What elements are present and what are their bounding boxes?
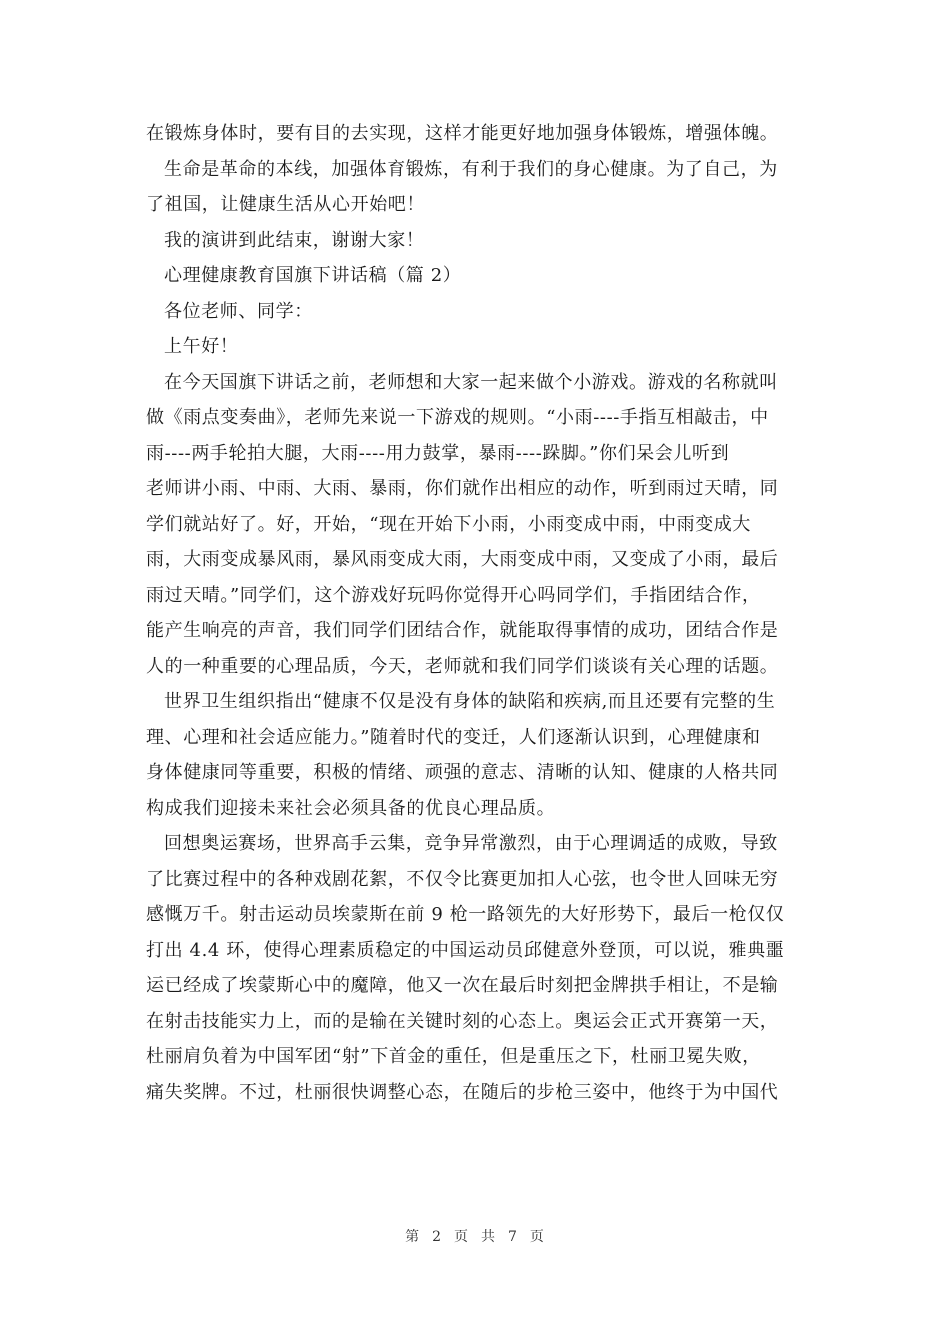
text-line: 雨，大雨变成暴风雨，暴风雨变成大雨，大雨变成中雨，又变成了小雨，最后: [146, 549, 779, 570]
text-line: 我的演讲到此结束，谢谢大家！: [164, 229, 425, 251]
text-line: 打出 4.4 环，使得心理素质稳定的中国运动员邱健意外登顶，可以说，雅典噩: [146, 939, 785, 961]
text-line: 构成我们迎接未来社会必须具备的优良心理品质。: [146, 797, 556, 819]
text-line: 各位老师、同学：: [164, 300, 313, 322]
text-line: 老师讲小雨、中雨、大雨、暴雨，你们就作出相应的动作，听到雨过天晴，同: [146, 478, 779, 499]
text-line: 在今天国旗下讲话之前，老师想和大家一起来做个小游戏。游戏的名称就叫: [164, 371, 778, 393]
footer-gong: 共: [481, 1229, 496, 1245]
text-line: 世界卫生组织指出“健康不仅是没有身体的缺陷和疾病,而且还要有完整的生: [164, 691, 776, 712]
text-line: 上午好！: [164, 336, 239, 357]
text-line: 了比赛过程中的各种戏剧花絮，不仅令比赛更加扣人心弦，也令世人回味无穷: [146, 868, 779, 890]
footer-ye: 页: [454, 1229, 469, 1245]
footer-total-pages: 7: [508, 1229, 518, 1245]
footer-page-number: 2: [432, 1229, 442, 1245]
text-line: 生命是革命的本线，加强体育锻炼，有利于我们的身心健康。为了自己，为: [164, 158, 778, 180]
text-line: 雨----两手轮拍大腿，大雨----用力鼓掌，暴雨----跺脚。”你们呆会儿听到: [146, 442, 730, 464]
text-line: 感慨万千。射击运动员埃蒙斯在前 9 枪一路领先的大好形势下，最后一枪仅仅: [146, 904, 785, 925]
text-line: 身体健康同等重要，积极的情绪、顽强的意志、清晰的认知、健康的人格共同: [146, 762, 779, 783]
text-line: 学们就站好了。好，开始，“现在开始下小雨，小雨变成中雨，中雨变成大: [146, 513, 751, 535]
text-line: 在射击技能实力上，而的是输在关键时刻的心态上。奥运会正式开赛第一天，: [146, 1010, 779, 1032]
footer-di: 第: [405, 1229, 421, 1245]
text-line: 运已经成了埃蒙斯心中的魔障，他又一次在最后时刻把金牌拱手相让，不是输: [146, 975, 779, 996]
text-line: 在锻炼身体时，要有目的去实现，这样才能更好地加强身体锻炼，增强体魄。: [146, 123, 779, 144]
text-line: 杜丽肩负着为中国军团“射”下首金的重任，但是重压之下，杜丽卫冕失败，: [146, 1046, 761, 1067]
text-line: 痛失奖牌。不过，杜丽很快调整心态，在随后的步枪三姿中，他终于为中国代: [146, 1081, 779, 1103]
text-line: 了祖国，让健康生活从心开始吧！: [146, 194, 425, 215]
text-line: 能产生响亮的声音，我们同学们团结合作，就能取得事情的成功，团结合作是: [146, 620, 779, 641]
text-line: 做《雨点变奏曲》，老师先来说一下游戏的规则。“小雨----手指互相敲击，中: [146, 407, 769, 428]
page-footer: [0, 1226, 950, 1246]
text-line: 心理健康教育国旗下讲话稿（篇 2）: [164, 265, 462, 286]
text-line: 理、心理和社会适应能力。”随着时代的变迁，人们逐渐认识到，心理健康和: [146, 726, 761, 748]
text-line: 人的一种重要的心理品质，今天，老师就和我们同学们谈谈有关心理的话题。: [146, 655, 779, 677]
text-line: 雨过天晴。”同学们，这个游戏好玩吗你觉得开心吗同学们，手指团结合作，: [146, 584, 761, 606]
text-line: 回想奥运赛场，世界高手云集，竞争异常激烈，由于心理调适的成败，导致: [164, 833, 778, 854]
document-body: [146, 116, 806, 1110]
footer-ye2: 页: [529, 1229, 545, 1245]
